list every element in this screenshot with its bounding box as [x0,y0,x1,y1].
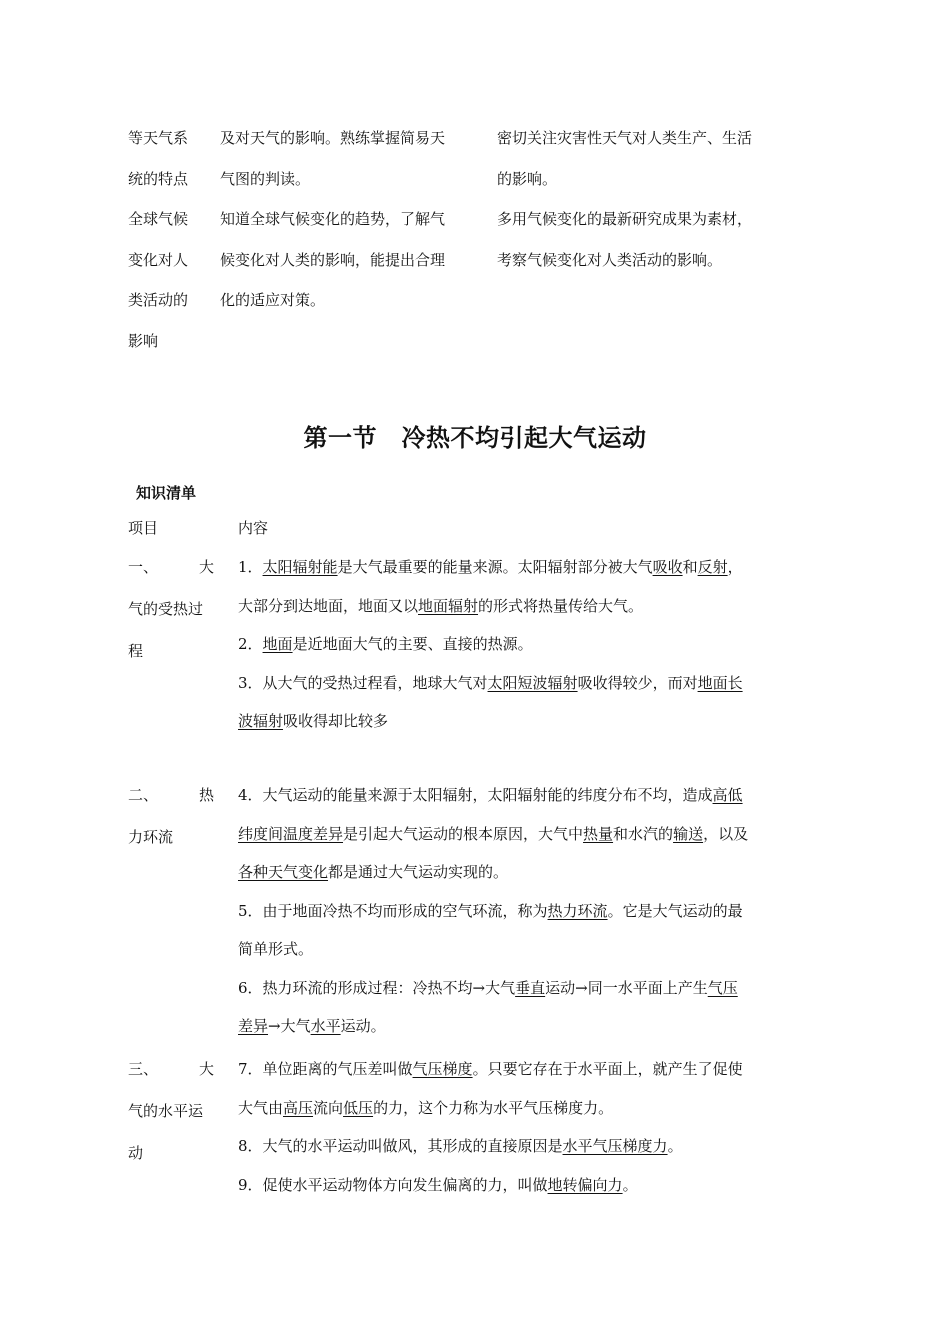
underlined-answer: 低压 [343,1098,374,1117]
underlined-answer: 纬度间温度差异 [238,824,344,843]
label-text: 大 [198,1060,214,1078]
cell-text: 候变化对人类的影响，能提出合理 [220,250,446,269]
underlined-answer: 垂直 [515,978,546,997]
section-title: 第一节 冷热不均引起大气运动 [303,424,647,452]
underlined-answer: 地面辐射 [418,596,479,615]
content-line [238,1127,813,1166]
table-cell-exam-focus [497,118,817,199]
text-run: →大气 [268,1017,311,1035]
text-run: 简单形式。 [238,940,314,958]
label-line: 动 [128,1144,144,1162]
text-run: 7．单位距离的气压差叫做 [238,1060,413,1078]
table-cell-requirement [220,199,497,361]
text-run: ，以及 [703,824,749,843]
text-run: 5．由于地面冷热不均而形成的空气环流，称为 [238,901,548,920]
cell-text: 考察气候变化对人类活动的影响。 [497,250,723,269]
cell-text: 多用气候变化的最新研究成果为素材， [497,210,753,228]
column-header-content: 内容 [238,519,269,537]
text-run: 4．大气运动的能量来源于太阳辐射，太阳辐射能的纬度分布不均，造成 [238,786,713,804]
underlined-answer: 吸收 [652,558,683,576]
underlined-answer: 高压 [283,1098,314,1117]
label-line [128,774,214,816]
underlined-answer: 太阳辐射能 [262,558,338,576]
text-run: 8．大气的水平运动叫做风，其形成的直接原因是 [238,1137,563,1155]
table-cell-topic [128,199,220,361]
content-line [238,892,813,931]
underlined-answer: 热力环流 [547,901,608,920]
underlined-answer: 水平气压梯度力 [562,1137,668,1155]
cell-text: 类活动的 [128,291,189,309]
text-run: 是大气最重要的能量来源。太阳辐射部分被大气 [337,558,653,576]
label-text: 热 [198,786,214,804]
cell-text: 全球气候 [128,210,189,228]
content-line [238,776,813,815]
content-line [238,930,813,969]
label-line: 气的受热过 [128,600,204,618]
text-run: 。它是大气运动的最 [607,901,743,920]
content-line [238,702,813,741]
text-run: 运动。 [340,1017,386,1035]
text-run: 。 [667,1137,683,1155]
label-line: 气的水平运 [128,1102,204,1120]
underlined-answer: 高低 [712,786,743,804]
text-run: 大部分到达地面，地面又以 [238,596,419,615]
cell-text: 变化对人 [128,250,189,269]
underlined-answer: 水平 [310,1017,341,1035]
text-run: 。 [622,1175,638,1194]
content-line [238,1089,813,1128]
column-header-item: 项目 [128,519,159,537]
underlined-answer: 各种天气变化 [238,863,329,881]
content-line [238,969,813,1008]
content-line [238,853,813,892]
item-label-thermal-circulation [128,774,214,858]
item-content-thermal-circulation [238,776,813,1046]
label-line [128,546,214,588]
text-run: 。只要它存在于水平面上，就产生了促使 [472,1060,743,1078]
underlined-answer: 输送 [673,824,704,843]
text-run: ， [727,558,743,576]
table-row [128,199,828,361]
text-run: 运动→同一水平面上产生 [545,978,708,997]
cell-text: 影响 [128,331,159,350]
cell-text: 的影响。 [497,169,558,188]
text-run: 吸收得较少，而对 [577,673,698,692]
content-line [238,1166,813,1205]
text-run: 1． [238,558,263,576]
content-line [238,625,813,664]
text-run: 吸收得却比较多 [283,712,389,730]
text-run: 是近地面大气的主要、直接的热源。 [292,635,533,653]
text-run: 大气由 [238,1098,284,1117]
text-run: 和 [682,558,698,576]
content-line [238,1050,813,1089]
text-run: 的力，这个力称为水平气压梯度力。 [373,1098,614,1117]
label-line [128,1048,214,1090]
content-line [238,587,813,626]
text-run: 和水汽的 [613,824,674,843]
underlined-answer: 地转偏向力 [547,1175,623,1194]
item-content-horizontal-motion [238,1050,813,1204]
label-number: 一、 [128,558,159,576]
table-cell-requirement [220,118,497,199]
label-number: 二、 [128,786,159,804]
underlined-answer: 气压 [707,978,738,997]
text-run: 6．热力环流的形成过程：冷热不均→大气 [238,978,516,997]
underlined-answer: 热量 [583,824,614,843]
label-text: 大 [198,558,214,576]
standards-table-fragment [128,118,828,361]
underlined-answer: 气压梯度 [412,1060,473,1078]
item-content-heating-process [238,548,813,741]
cell-text: 统的特点 [128,169,189,188]
cell-text: 知道全球气候变化的趋势，了解气 [220,210,446,228]
table-cell-exam-focus [497,199,817,361]
underlined-answer: 地面 [262,635,293,653]
table-cell-topic [128,118,220,199]
text-run: 3．从大气的受热过程看，地球大气对 [238,673,488,692]
text-run: 2． [238,635,263,653]
content-line [238,1007,813,1046]
cell-text: 气图的判读。 [220,169,311,188]
table-row [128,118,828,199]
text-run: 流向 [313,1098,344,1117]
item-label-horizontal-motion [128,1048,214,1174]
underlined-answer: 反射 [697,558,728,576]
underlined-answer: 地面长 [697,673,743,692]
text-run: 都是通过大气运动实现的。 [328,863,509,881]
label-line: 力环流 [128,828,174,846]
cell-text: 化的适应对策。 [220,291,326,309]
underlined-answer: 太阳短波辐射 [487,673,578,692]
underlined-answer: 差异 [238,1017,269,1035]
item-label-heating-process [128,546,214,672]
cell-text: 等天气系 [128,129,189,147]
text-run: 的形式将热量传给大气。 [478,596,644,615]
cell-text: 及对天气的影响。熟练掌握简易天 [220,129,446,147]
text-run: 9．促使水平运动物体方向发生偏离的力，叫做 [238,1175,548,1194]
content-line [238,664,813,703]
underlined-answer: 波辐射 [238,712,284,730]
knowledge-list-title: 知识清单 [136,484,197,502]
content-line [238,548,813,587]
label-number: 三、 [128,1060,159,1078]
label-line: 程 [128,642,144,660]
text-run: 是引起大气运动的根本原因，大气中 [343,824,584,843]
cell-text: 密切关注灾害性天气对人类生产、生活 [497,129,753,147]
content-line [238,815,813,854]
